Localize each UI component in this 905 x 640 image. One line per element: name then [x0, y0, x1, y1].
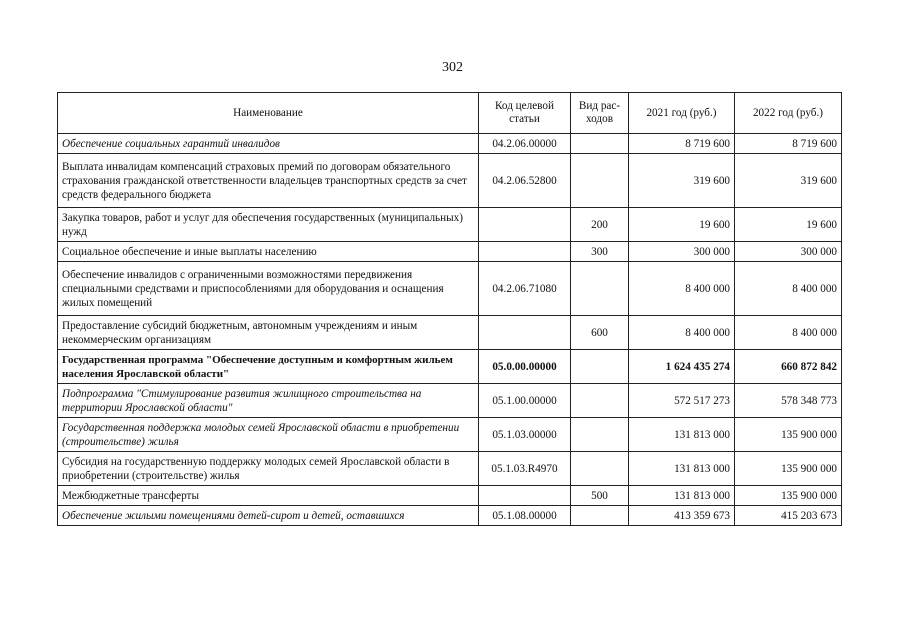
cell-name: Подпрограмма "Стимулирование развития жилищного строительства на территории Ярославской области": [58, 384, 479, 418]
cell-2022: 319 600: [735, 154, 842, 208]
cell-2022: 660 872 842: [735, 350, 842, 384]
cell-2021: 131 813 000: [629, 486, 735, 506]
cell-2021: 300 000: [629, 242, 735, 262]
table-row: [58, 452, 842, 486]
cell-2022: 8 400 000: [735, 316, 842, 350]
cell-2021: 8 400 000: [629, 316, 735, 350]
cell-kind: [571, 418, 629, 452]
table-row: [58, 418, 842, 452]
cell-kind: [571, 134, 629, 154]
cell-kind: [571, 506, 629, 526]
cell-kind: 300: [571, 242, 629, 262]
page-number: 302: [442, 60, 463, 75]
cell-kind: [571, 452, 629, 486]
cell-name: Государственная поддержка молодых семей Ярославской области в приобретении (строительстве) жилья: [58, 418, 479, 452]
cell-2022: 578 348 773: [735, 384, 842, 418]
cell-2022: 415 203 673: [735, 506, 842, 526]
cell-2021: 8 400 000: [629, 262, 735, 316]
header-2022: 2022 год (руб.): [735, 93, 842, 134]
cell-code: 05.1.03.00000: [479, 418, 571, 452]
cell-2022: 135 900 000: [735, 452, 842, 486]
table-row: [58, 208, 842, 242]
cell-code: [479, 486, 571, 506]
budget-table: [57, 92, 842, 526]
cell-name: Предоставление субсидий бюджетным, автономным учреждениям и иным некоммерческим организациям: [58, 316, 479, 350]
cell-2022: 19 600: [735, 208, 842, 242]
cell-kind: [571, 262, 629, 316]
cell-code: [479, 316, 571, 350]
cell-2021: 19 600: [629, 208, 735, 242]
header-kind: Вид рас-ходов: [571, 93, 629, 134]
table-row: [58, 154, 842, 208]
cell-code: 04.2.06.71080: [479, 262, 571, 316]
cell-2021: 319 600: [629, 154, 735, 208]
table-row: [58, 242, 842, 262]
cell-kind: [571, 154, 629, 208]
cell-name: Обеспечение социальных гарантий инвалидов: [58, 134, 479, 154]
cell-code: 05.0.00.00000: [479, 350, 571, 384]
cell-name: Закупка товаров, работ и услуг для обеспечения государственных (муниципальных) нужд: [58, 208, 479, 242]
cell-name: Социальное обеспечение и иные выплаты населению: [58, 242, 479, 262]
cell-code: 04.2.06.52800: [479, 154, 571, 208]
cell-2021: 413 359 673: [629, 506, 735, 526]
table-row: [58, 262, 842, 316]
table-row: [58, 506, 842, 526]
cell-kind: [571, 350, 629, 384]
table-row: [58, 384, 842, 418]
table-body: [58, 134, 842, 526]
cell-name: Государственная программа "Обеспечение доступным и комфортным жильем населения Ярославской области": [58, 350, 479, 384]
cell-code: 04.2.06.00000: [479, 134, 571, 154]
cell-kind: 200: [571, 208, 629, 242]
cell-name: Обеспечение инвалидов с ограниченными возможностями передвижения специальными средствами и приспособлениями для оборудования и оснащения жилых помещений: [58, 262, 479, 316]
header-2021: 2021 год (руб.): [629, 93, 735, 134]
cell-code: [479, 242, 571, 262]
cell-2022: 8 400 000: [735, 262, 842, 316]
cell-code: [479, 208, 571, 242]
table-row: [58, 350, 842, 384]
table-row: [58, 134, 842, 154]
cell-kind: [571, 384, 629, 418]
table-header-row: [58, 93, 842, 134]
cell-2022: 300 000: [735, 242, 842, 262]
cell-name: Обеспечение жилыми помещениями детей-сирот и детей, оставшихся: [58, 506, 479, 526]
header-code: Код целевой статьи: [479, 93, 571, 134]
table-row: [58, 316, 842, 350]
cell-kind: 600: [571, 316, 629, 350]
cell-name: Межбюджетные трансферты: [58, 486, 479, 506]
cell-2021: 572 517 273: [629, 384, 735, 418]
cell-2022: 8 719 600: [735, 134, 842, 154]
cell-2022: 135 900 000: [735, 486, 842, 506]
table-row: [58, 486, 842, 506]
cell-code: 05.1.00.00000: [479, 384, 571, 418]
cell-2021: 131 813 000: [629, 452, 735, 486]
cell-2021: 1 624 435 274: [629, 350, 735, 384]
cell-name: Выплата инвалидам компенсаций страховых премий по договорам обязательного страхования гражданской ответственности владельцев транспортных средств за счет средств федерального бюджета: [58, 154, 479, 208]
cell-2021: 131 813 000: [629, 418, 735, 452]
header-name: Наименование: [58, 93, 479, 134]
cell-2021: 8 719 600: [629, 134, 735, 154]
cell-2022: 135 900 000: [735, 418, 842, 452]
cell-name: Субсидия на государственную поддержку молодых семей Ярославской области в приобретении (строительстве) жилья: [58, 452, 479, 486]
cell-kind: 500: [571, 486, 629, 506]
cell-code: 05.1.08.00000: [479, 506, 571, 526]
cell-code: 05.1.03.R4970: [479, 452, 571, 486]
